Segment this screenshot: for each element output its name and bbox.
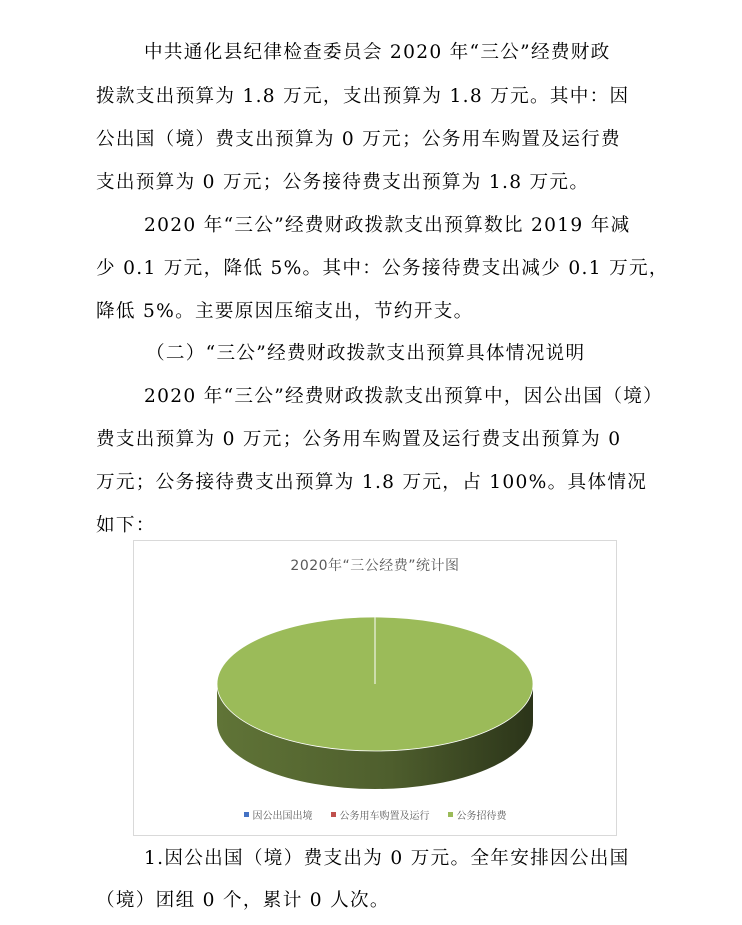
legend-label-overseas: 因公出国出境	[252, 811, 313, 822]
pie-chart	[133, 540, 617, 836]
paragraph-1-line-2: 拨款支出预算为 1.8 万元，支出预算为 1.8 万元。其中：因	[96, 86, 630, 107]
paragraph-4-line-2: （境）团组 0 个，累计 0 人次。	[96, 890, 390, 911]
legend-swatch-overseas	[244, 812, 249, 817]
legend-item-vehicle	[331, 807, 430, 822]
paragraph-3-line-1: 2020 年“三公”经费财政拨款支出预算中，因公出国（境）	[144, 386, 664, 407]
paragraph-3-line-2: 费支出预算为 0 万元；公务用车购置及运行费支出预算为 0	[96, 429, 622, 450]
legend-label-vehicle: 公务用车购置及运行	[339, 811, 430, 822]
legend-item-reception	[448, 807, 507, 822]
paragraph-3-line-4: 如下：	[96, 515, 156, 536]
section-heading: （二）“三公”经费财政拨款支出预算具体情况说明	[146, 343, 586, 364]
paragraph-1-line-4: 支出预算为 0 万元；公务接待费支出预算为 1.8 万元。	[96, 172, 590, 193]
legend-item-overseas	[244, 807, 313, 822]
paragraph-4-line-1: 1.因公出国（境）费支出为 0 万元。全年安排因公出国	[144, 848, 630, 869]
legend-label-reception: 公务招待费	[456, 811, 507, 822]
paragraph-2-line-1: 2020 年“三公”经费财政拨款支出预算数比 2019 年减	[144, 215, 631, 236]
chart-legend	[134, 807, 616, 822]
paragraph-2-line-2: 少 0.1 万元，降低 5%。其中：公务接待费支出减少 0.1 万元，	[96, 258, 669, 279]
paragraph-2-line-3: 降低 5%。主要原因压缩支出，节约开支。	[96, 301, 474, 322]
paragraph-3-line-3: 万元；公务接待费支出预算为 1.8 万元，占 100%。具体情况	[96, 472, 648, 493]
legend-swatch-vehicle	[331, 812, 336, 817]
pie-chart-canvas	[134, 571, 616, 821]
paragraph-1-line-3: 公出国（境）费支出预算为 0 万元；公务用车购置及运行费	[96, 129, 621, 150]
chart-title: 2020年“三公经费”统计图	[290, 558, 460, 574]
pie-slice-2	[217, 617, 533, 789]
paragraph-1-line-1: 中共通化县纪律检查委员会 2020 年“三公”经费财政	[144, 42, 611, 63]
legend-swatch-reception	[448, 812, 453, 817]
